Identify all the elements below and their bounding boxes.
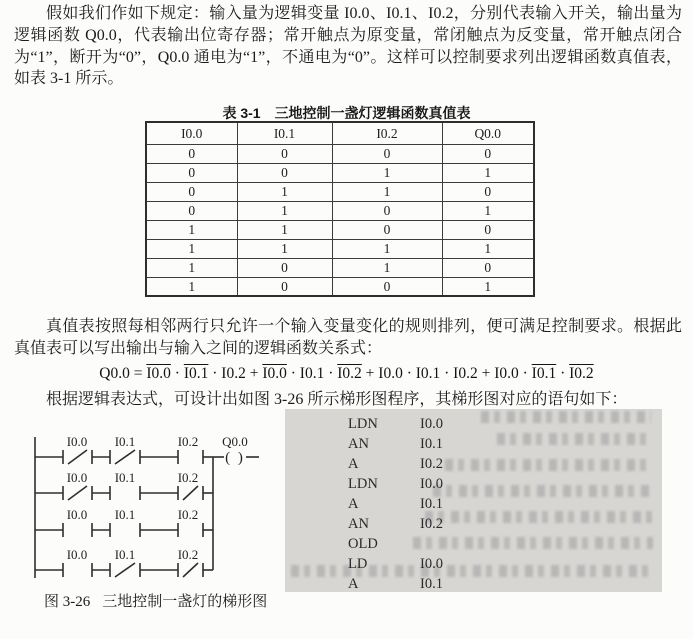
bleedthrough-smudge xyxy=(445,459,650,471)
opcode: LD xyxy=(348,556,368,572)
truth-table-cell: 1 xyxy=(146,258,237,277)
operand: I0.0 xyxy=(420,416,443,432)
operand: I0.2 xyxy=(420,516,443,532)
statement-line xyxy=(348,554,443,574)
truth-table-cell: 0 xyxy=(332,220,442,239)
statement-line xyxy=(348,574,443,594)
statement-list-panel xyxy=(285,409,662,592)
equation-token: I0.0 xyxy=(146,365,171,382)
truth-table-cell: 1 xyxy=(442,163,534,182)
equation-token: · xyxy=(556,365,570,382)
truth-table-cell: 0 xyxy=(332,201,442,220)
statement-line xyxy=(348,454,443,474)
truth-table-header-cell: I0.1 xyxy=(237,122,332,144)
truth-table-cell: 1 xyxy=(146,220,237,239)
truth-table-row xyxy=(146,201,534,220)
output-coil: ( ) xyxy=(225,450,245,466)
truth-table-cell: 0 xyxy=(237,163,332,182)
truth-table-cell: 1 xyxy=(442,201,534,220)
truth-table-cell: 1 xyxy=(237,239,332,258)
bleedthrough-smudge xyxy=(433,485,651,497)
opcode: A xyxy=(348,576,359,592)
contact-label: I0.2 xyxy=(177,470,199,485)
contact-label: I0.2 xyxy=(177,507,199,522)
operand: I0.2 xyxy=(420,456,443,472)
equation-token: + I0.0 · I0.1 · I0.2 + I0.0 · xyxy=(361,365,532,382)
statement-line xyxy=(348,434,443,454)
bleedthrough-smudge xyxy=(481,411,651,423)
truth-table-header-cell: I0.0 xyxy=(146,122,237,144)
paragraph-rule: 真值表按照每相邻两行只允许一个输入变量变化的规则排列，便可满足控制要求。根据此真值表可以写出输出与输入之间的逻辑函数关系式： xyxy=(14,318,682,357)
equation-token: I0.1 xyxy=(531,365,557,382)
bleedthrough-smudge xyxy=(413,537,653,549)
opcode: AN xyxy=(348,436,369,452)
figure-caption xyxy=(44,590,267,611)
truth-table-cell: 1 xyxy=(332,182,442,201)
truth-table-cell: 0 xyxy=(237,144,332,163)
truth-table-cell: 0 xyxy=(332,144,442,163)
logic-equation xyxy=(0,365,693,383)
truth-table-body xyxy=(146,144,534,296)
contact-label: I0.0 xyxy=(66,507,88,522)
equation-token: I0.2 xyxy=(569,365,594,382)
truth-table-cell: 1 xyxy=(146,239,237,258)
contact-label: I0.1 xyxy=(114,507,136,522)
truth-table-row xyxy=(146,220,534,239)
operand: I0.0 xyxy=(420,556,443,572)
statement-line xyxy=(348,514,443,534)
truth-table-cell: 1 xyxy=(237,220,332,239)
equation-token: · I0.1 · xyxy=(286,365,338,382)
contact-label: I0.1 xyxy=(114,470,136,485)
opcode: LDN xyxy=(348,416,378,432)
contact-label: I0.1 xyxy=(114,547,136,562)
truth-table-cell: 1 xyxy=(146,277,237,296)
table-label: 表 3-1 xyxy=(222,105,261,121)
statement-line xyxy=(348,474,443,494)
nc-slash xyxy=(68,486,87,500)
truth-table-cell: 1 xyxy=(332,258,442,277)
truth-table-row xyxy=(146,163,534,182)
figure-caption-text: 三地控制一盏灯的梯形图 xyxy=(102,594,268,610)
equation-token: · xyxy=(170,365,184,382)
nc-slash xyxy=(115,563,135,577)
truth-table-header-cell: I0.2 xyxy=(332,122,442,144)
figure-label: 图 3-26 xyxy=(44,594,91,610)
bleedthrough-smudge xyxy=(291,565,649,577)
nc-slash xyxy=(183,563,198,577)
contact-label: I0.2 xyxy=(177,434,199,449)
truth-table-row xyxy=(146,182,534,201)
statement-line xyxy=(348,414,443,434)
truth-table-cell: 1 xyxy=(237,182,332,201)
nc-slash xyxy=(183,486,198,500)
contact-label: I0.0 xyxy=(66,547,88,562)
truth-table-cell: 0 xyxy=(146,182,237,201)
truth-table-cell: 0 xyxy=(442,144,534,163)
truth-table-row xyxy=(146,239,534,258)
opcode: LDN xyxy=(348,476,378,492)
statement-list xyxy=(348,414,443,594)
table-title xyxy=(0,103,693,123)
operand: I0.1 xyxy=(420,496,443,512)
truth-table-row xyxy=(146,277,534,296)
nc-slash xyxy=(115,450,135,464)
contact-label: I0.0 xyxy=(66,470,88,485)
truth-table-cell: 0 xyxy=(442,258,534,277)
equation-token: · I0.2 + xyxy=(208,365,263,382)
truth-table-cell: 1 xyxy=(442,239,534,258)
opcode: OLD xyxy=(348,536,378,552)
operand: I0.1 xyxy=(420,576,443,592)
statement-line xyxy=(348,494,443,514)
truth-table-cell: 1 xyxy=(332,239,442,258)
paragraph-ladder-intro: 根据逻辑表达式，可设计出如图 3-26 所示梯形图程序，其梯形图对应的语句如下： xyxy=(46,391,628,408)
coil-label: Q0.0 xyxy=(222,434,248,449)
truth-table-row xyxy=(146,144,534,163)
truth-table-header-row xyxy=(146,122,534,144)
operand: I0.0 xyxy=(420,476,443,492)
truth-table-cell: 0 xyxy=(237,258,332,277)
truth-table-cell: 1 xyxy=(442,277,534,296)
opcode: AN xyxy=(348,516,369,532)
truth-table-cell: 0 xyxy=(146,163,237,182)
bleedthrough-smudge xyxy=(425,511,653,523)
truth-table-cell: 1 xyxy=(237,201,332,220)
contact-label: I0.2 xyxy=(177,547,199,562)
truth-table-cell: 0 xyxy=(442,220,534,239)
ladder-diagram xyxy=(28,425,268,590)
equation-token: Q0.0 = xyxy=(99,365,147,382)
opcode: A xyxy=(348,456,359,472)
paragraph-intro: 假如我们作如下规定：输入量为逻辑变量 I0.0、I0.1、I0.2，分别代表输入开关，输出量为逻辑函数 Q0.0，代表输出位寄存器；常开触点为原变量，常闭触点为反变量，常开触点闭合为“1”，断开为“0”，Q0.0 通电为“1”，不通电为“0”。这样可以控制要求列出逻辑函数真值表，如表 3-1 所示。 xyxy=(14,5,682,88)
equation-token: I0.1 xyxy=(183,365,209,382)
opcode: A xyxy=(348,496,359,512)
bleedthrough-smudge xyxy=(497,433,647,445)
truth-table-cell: 0 xyxy=(442,182,534,201)
nc-slash xyxy=(68,450,87,464)
equation-token: I0.0 xyxy=(262,365,287,382)
table-title-text: 三地控制一盏灯逻辑函数真值表 xyxy=(274,105,471,121)
contact-label: I0.1 xyxy=(114,434,136,449)
truth-table-cell: 0 xyxy=(146,201,237,220)
operand: I0.1 xyxy=(420,436,443,452)
statement-line xyxy=(348,534,443,554)
equation-token: I0.2 xyxy=(337,365,362,382)
truth-table xyxy=(145,121,535,297)
truth-table-cell: 0 xyxy=(332,277,442,296)
contact-label: I0.0 xyxy=(66,434,88,449)
truth-table-header-cell: Q0.0 xyxy=(442,122,534,144)
truth-table-cell: 0 xyxy=(146,144,237,163)
truth-table-cell: 0 xyxy=(237,277,332,296)
truth-table-row xyxy=(146,258,534,277)
truth-table-cell: 1 xyxy=(332,163,442,182)
